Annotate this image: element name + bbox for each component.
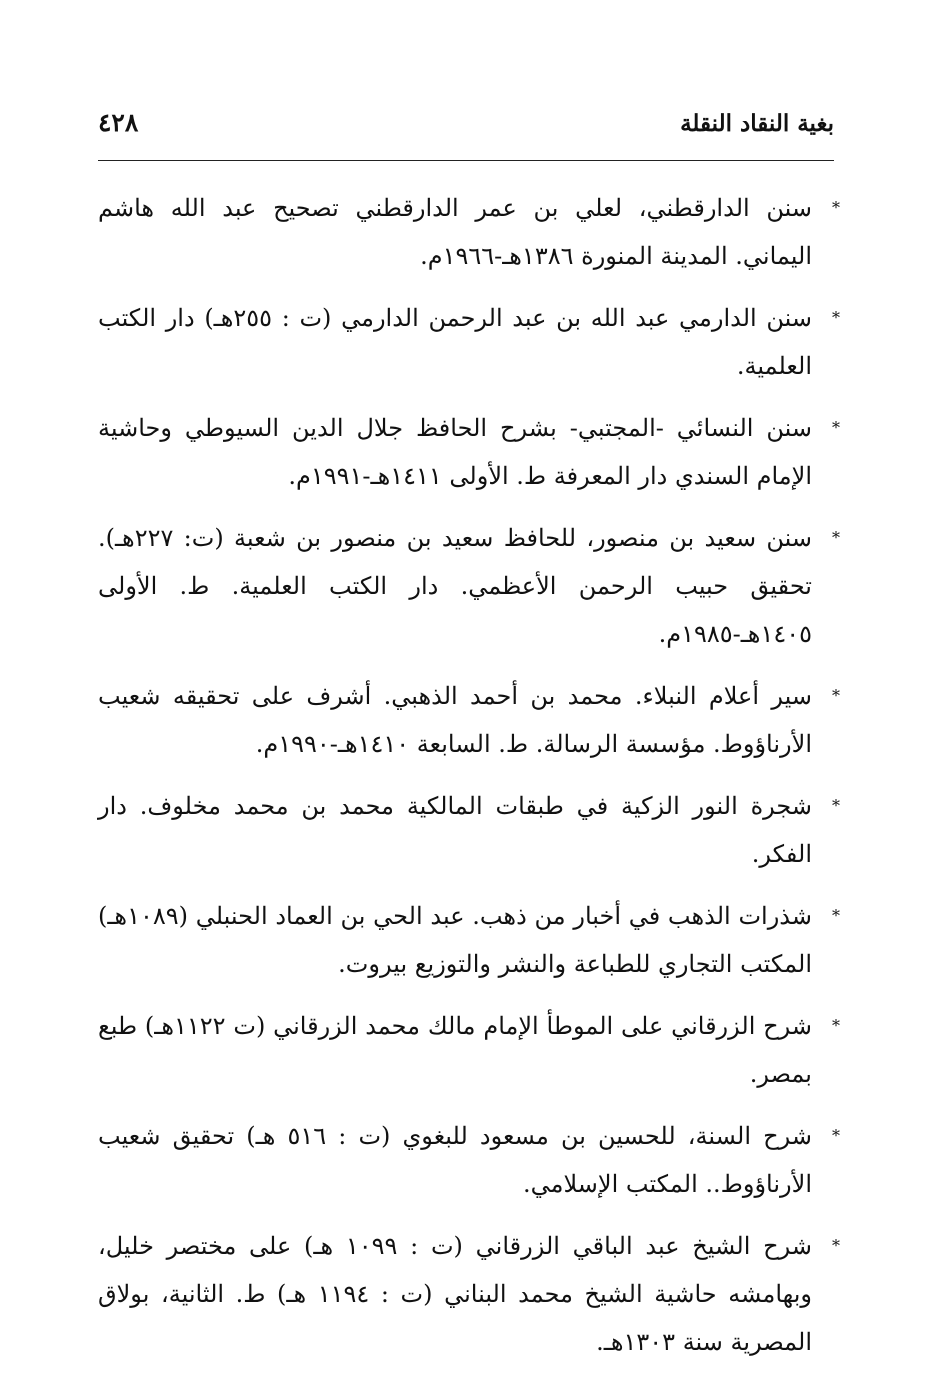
entry-text: سير أعلام النبلاء. محمد بن أحمد الذهبي. أشرف على تحقيقه شعيب الأرناؤوط. مؤسسة الرسالة. ط. السابعة ١٤١٠هـ-١٩٩٠م. [98, 682, 812, 758]
running-title: بغية النقاد النقلة [680, 110, 834, 137]
bibliography-entry [98, 782, 848, 878]
entry-text: سنن الدارمي عبد الله بن عبد الرحمن الدارمي (ت : ٢٥٥هـ) دار الكتب العلمية. [98, 304, 813, 380]
page-header [98, 104, 834, 156]
bibliography-entry [98, 514, 848, 658]
entry-text: شرح الشيخ عبد الباقي الزرقاني (ت : ١٠٩٩ هـ) على مختصر خليل، وبهامشه حاشية الشيخ محمد البناني (ت : ١١٩٤ هـ) ط. الثانية، بولاق المصرية سنة ١٣٠٣هـ. [98, 1232, 812, 1356]
asterisk-bullet-icon: * [832, 418, 840, 437]
asterisk-bullet-icon: * [832, 1126, 840, 1145]
bibliography-entry [98, 404, 848, 500]
bibliography-list [98, 184, 848, 1380]
asterisk-bullet-icon: * [832, 198, 840, 217]
bibliography-entry [98, 892, 848, 988]
asterisk-bullet-icon: * [832, 796, 840, 815]
header-rule [98, 160, 834, 161]
asterisk-bullet-icon: * [832, 308, 840, 327]
bibliography-entry [98, 1002, 848, 1098]
asterisk-bullet-icon: * [832, 1016, 840, 1035]
entry-text: سنن النسائي -المجتبي- بشرح الحافظ جلال الدين السيوطي وحاشية الإمام السندي دار المعرفة ط. الأولى ١٤١١هـ-١٩٩١م. [98, 414, 812, 490]
asterisk-bullet-icon: * [832, 686, 840, 705]
entry-text: شرح السنة، للحسين بن مسعود للبغوي (ت : ٥١٦ هـ) تحقيق شعيب الأرناؤوط.. المكتب الإسلامي. [98, 1122, 812, 1198]
entry-text: شرح الزرقاني على الموطأ الإمام مالك محمد الزرقاني (ت ١١٢٢هـ) طبع بمصر. [98, 1012, 813, 1088]
entry-text: شذرات الذهب في أخبار من ذهب. عبد الحي بن العماد الحنبلي (١٠٨٩هـ) المكتب التجاري للطباعة والنشر والتوزيع بيروت. [98, 902, 812, 978]
entry-text: شجرة النور الزكية في طبقات المالكية محمد بن محمد مخلوف. دار الفكر. [98, 792, 812, 868]
bibliography-entry [98, 294, 848, 390]
asterisk-bullet-icon: * [832, 1236, 840, 1255]
bibliography-entry [98, 1112, 848, 1208]
entry-text: سنن الدارقطني، لعلي بن عمر الدارقطني تصحيح عبد الله هاشم اليماني. المدينة المنورة ١٣٨٦هـ-١٩٦٦م. [98, 194, 812, 270]
bibliography-entry [98, 1222, 848, 1366]
bibliography-entry [98, 672, 848, 768]
page-number: ٤٢٨ [98, 108, 139, 137]
bibliography-entry [98, 184, 848, 280]
entry-text: سنن سعيد بن منصور، للحافظ سعيد بن منصور بن شعبة (ت: ٢٢٧هـ). تحقيق حبيب الرحمن الأعظمي. دار الكتب العلمية. ط. الأولى ١٤٠٥هـ-١٩٨٥م. [98, 524, 813, 648]
asterisk-bullet-icon: * [832, 528, 840, 547]
asterisk-bullet-icon: * [832, 906, 840, 925]
